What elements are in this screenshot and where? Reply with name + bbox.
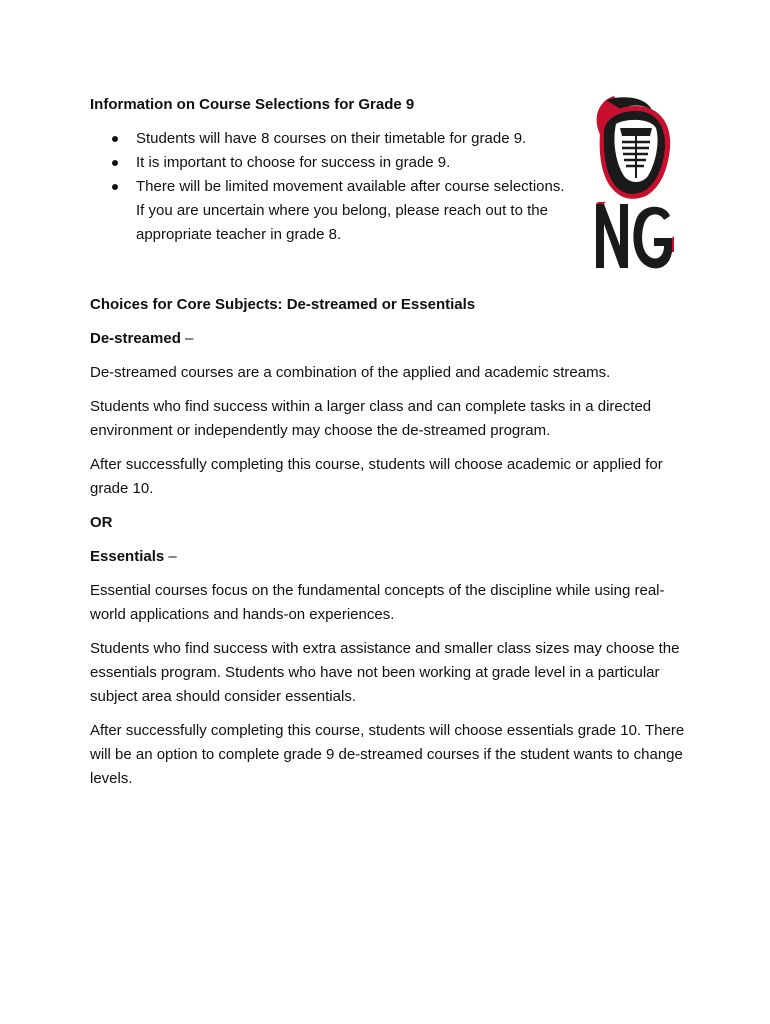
- destreamed-heading: [90, 327, 690, 351]
- list-item: [90, 151, 570, 175]
- info-bullet-list: [90, 127, 570, 247]
- bullet-text: There will be limited movement available after course selections. If you are uncertain where you belong, please reach out to the appropriate teacher in grade 8.: [136, 178, 565, 243]
- essentials-paragraph: Students who find success with extra assistance and smaller class sizes may choose the essentials program. Students who have not been working at grade level in a particular subject area should consider essentials.: [90, 640, 680, 705]
- page-title: Information on Course Selections for Grade 9: [90, 96, 415, 113]
- bullet-icon: [112, 160, 118, 166]
- essentials-heading: [90, 545, 690, 569]
- essentials-paragraph: After successfully completing this course, students will choose essentials grade 10. There will be an option to complete grade 9 de-streamed courses if the student wants to change levels.: [90, 722, 685, 787]
- destreamed-paragraph: De-streamed courses are a combination of the applied and academic streams.: [90, 364, 611, 381]
- bullet-text: Students will have 8 courses on their timetable for grade 9.: [136, 130, 527, 147]
- list-item: [90, 127, 570, 151]
- section-heading: Choices for Core Subjects: De-streamed or Essentials: [90, 296, 476, 313]
- destreamed-paragraph: Students who find success within a larger class and can complete tasks in a directed environment or independently may choose the de-streamed program.: [90, 398, 652, 439]
- essentials-label: Essentials: [90, 548, 165, 565]
- bullet-icon: [112, 184, 118, 190]
- main-content: [90, 293, 690, 801]
- destreamed-paragraph: After successfully completing this course, students will choose academic or applied for grade 10.: [90, 456, 663, 497]
- bullet-icon: [112, 136, 118, 142]
- list-item: [90, 175, 570, 247]
- essentials-dash: –: [164, 548, 177, 565]
- bullet-text: It is important to choose for success in grade 9.: [136, 154, 451, 171]
- destreamed-dash: –: [180, 330, 194, 347]
- knight-helmet-logo-icon: [586, 92, 680, 278]
- destreamed-label: De-streamed: [90, 330, 181, 347]
- essentials-paragraph: Essential courses focus on the fundamental concepts of the discipline while using real-world applications and hands-on experiences.: [90, 582, 665, 623]
- or-separator: OR: [90, 514, 113, 531]
